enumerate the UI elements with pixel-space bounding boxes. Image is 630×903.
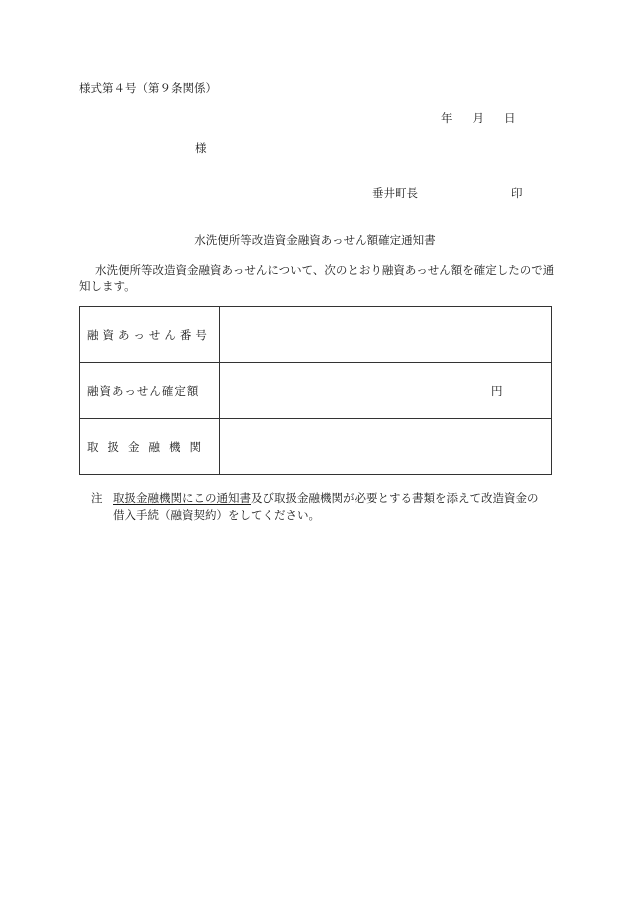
body-paragraph	[79, 262, 559, 294]
row-label-confirmed-amount: 融資あっせん確定額	[80, 363, 220, 419]
table-row	[80, 419, 552, 475]
body-text: 水洗便所等改造資金融資あっせんについて、次のとおり融資あっせん額を確定したので通知します。	[79, 263, 555, 293]
date-year-label: 年	[441, 111, 453, 125]
row-label-loan-number: 融資あっせん番号	[80, 307, 220, 363]
table-row	[80, 363, 552, 419]
issuer-name: 垂井町長	[372, 186, 418, 200]
document-title: 水洗便所等改造資金融資あっせん額確定通知書	[194, 233, 436, 247]
note-underlined: 取扱金融機関にこの通知書	[113, 491, 251, 505]
date-month-label: 月	[472, 111, 484, 125]
row-value-loan-number[interactable]	[220, 307, 552, 363]
seal-mark: 印	[511, 186, 523, 200]
addressee-suffix: 様	[195, 141, 207, 155]
table-row	[80, 307, 552, 363]
form-number: 様式第４号（第９条関係）	[79, 81, 217, 95]
date-day-label: 日	[504, 111, 516, 125]
row-value-financial-institution[interactable]	[220, 419, 552, 475]
date-line	[441, 110, 516, 126]
note-mark: 注	[91, 491, 103, 505]
note-line1-rest: 及び取扱金融機関が必要とする書類を添えて改造資金の	[251, 491, 539, 505]
footnote	[91, 490, 561, 524]
footnote-line-2: 借入手続（融資契約）をしてください。	[113, 508, 320, 522]
row-label-financial-institution: 取扱金融機関	[80, 419, 220, 475]
footnote-line-1	[91, 490, 561, 507]
yen-unit: 円	[491, 384, 503, 398]
row-value-confirmed-amount[interactable]	[220, 363, 552, 419]
details-table	[79, 306, 552, 475]
